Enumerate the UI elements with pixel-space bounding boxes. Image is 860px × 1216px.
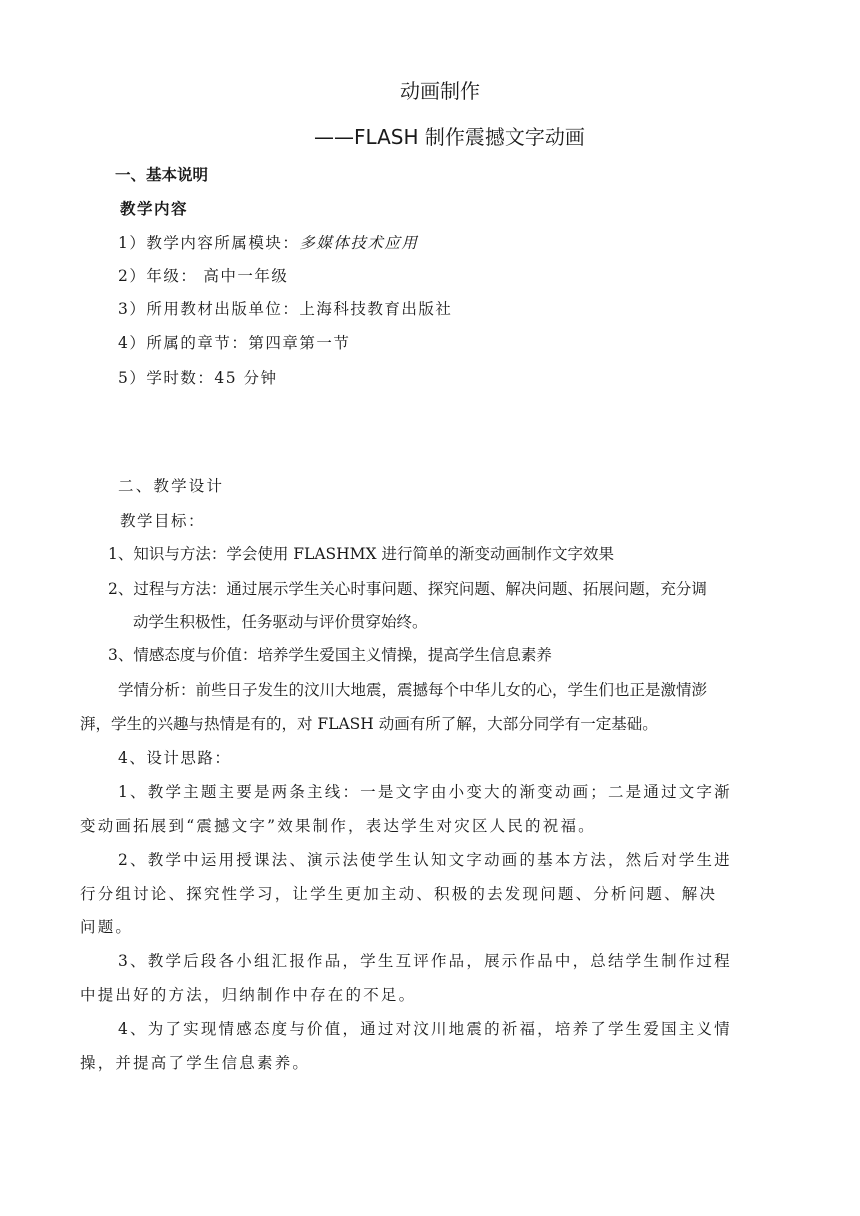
analysis-line1: 学情分析：前些日子发生的汶川大地震，震撼每个中华儿女的心，学生们也正是激情澎	[118, 681, 708, 699]
item-hours: 5）学时数：45 分钟	[118, 369, 278, 387]
ideas-label: 4、设计思路：	[118, 749, 232, 767]
idea-2-line3: 问题。	[80, 918, 134, 936]
doc-subtitle: ——FLASH 制作震撼文字动画	[314, 125, 585, 149]
idea-3-line2: 中提出好的方法，归纳制作中存在的不足。	[80, 986, 417, 1004]
idea-4-line2: 操，并提高了学生信息素养。	[80, 1054, 311, 1072]
item-chapter: 4）所属的章节：第四章第一节	[118, 334, 351, 352]
analysis-line2: 湃，学生的兴趣与热情是有的，对 FLASH 动画有所了解，大部分同学有一定基础。	[80, 715, 658, 733]
idea-3-line1: 3、教学后段各小组汇报作品，学生互评作品，展示作品中，总结学生制作过程	[118, 952, 732, 970]
section1-subheading: 教学内容	[120, 200, 189, 218]
idea-2-line1: 2、教学中运用授课法、演示法使学生认知文字动画的基本方法，然后对学生进	[118, 851, 732, 869]
objective-2-line1: 2、过程与方法：通过展示学生关心时事问题、探究问题、解决问题、拓展问题，充分调	[108, 580, 707, 598]
item-module-label: 1）教学内容所属模块：	[118, 234, 300, 252]
idea-2-line2: 行分组讨论、探究性学习，让学生更加主动、积极的去发现问题、分析问题、解决	[80, 885, 718, 903]
objective-3: 3、情感态度与价值：培养学生爱国主义情操，提高学生信息素养	[108, 646, 552, 664]
item-module	[118, 233, 418, 253]
section1-heading: 一、基本说明	[115, 166, 209, 184]
idea-1-line1: 1、教学主题主要是两条主线：一是文字由小变大的渐变动画；二是通过文字渐	[118, 783, 732, 801]
objective-1: 1、知识与方法：学会使用 FLASHMX 进行简单的渐变动画制作文字效果	[108, 545, 614, 563]
doc-title: 动画制作	[400, 79, 480, 103]
item-grade-label: 2）年级：	[118, 267, 198, 285]
idea-1-line2: 变动画拓展到“震撼文字”效果制作，表达学生对灾区人民的祝福。	[80, 817, 596, 835]
item-grade-value: 高中一年级	[203, 267, 289, 285]
item-module-value: 多媒体技术应用	[299, 234, 419, 252]
item-publisher: 3）所用教材出版单位：上海科技教育出版社	[118, 300, 453, 318]
objective-2-line2: 动学生积极性，任务驱动与评价贯穿始终。	[133, 613, 428, 631]
idea-4-line1: 4、为了实现情感态度与价值，通过对汶川地震的祈福，培养了学生爱国主义情	[118, 1020, 732, 1038]
item-grade	[118, 266, 288, 286]
objectives-label: 教学目标：	[120, 512, 206, 530]
section2-heading: 二、教学设计	[118, 477, 225, 495]
